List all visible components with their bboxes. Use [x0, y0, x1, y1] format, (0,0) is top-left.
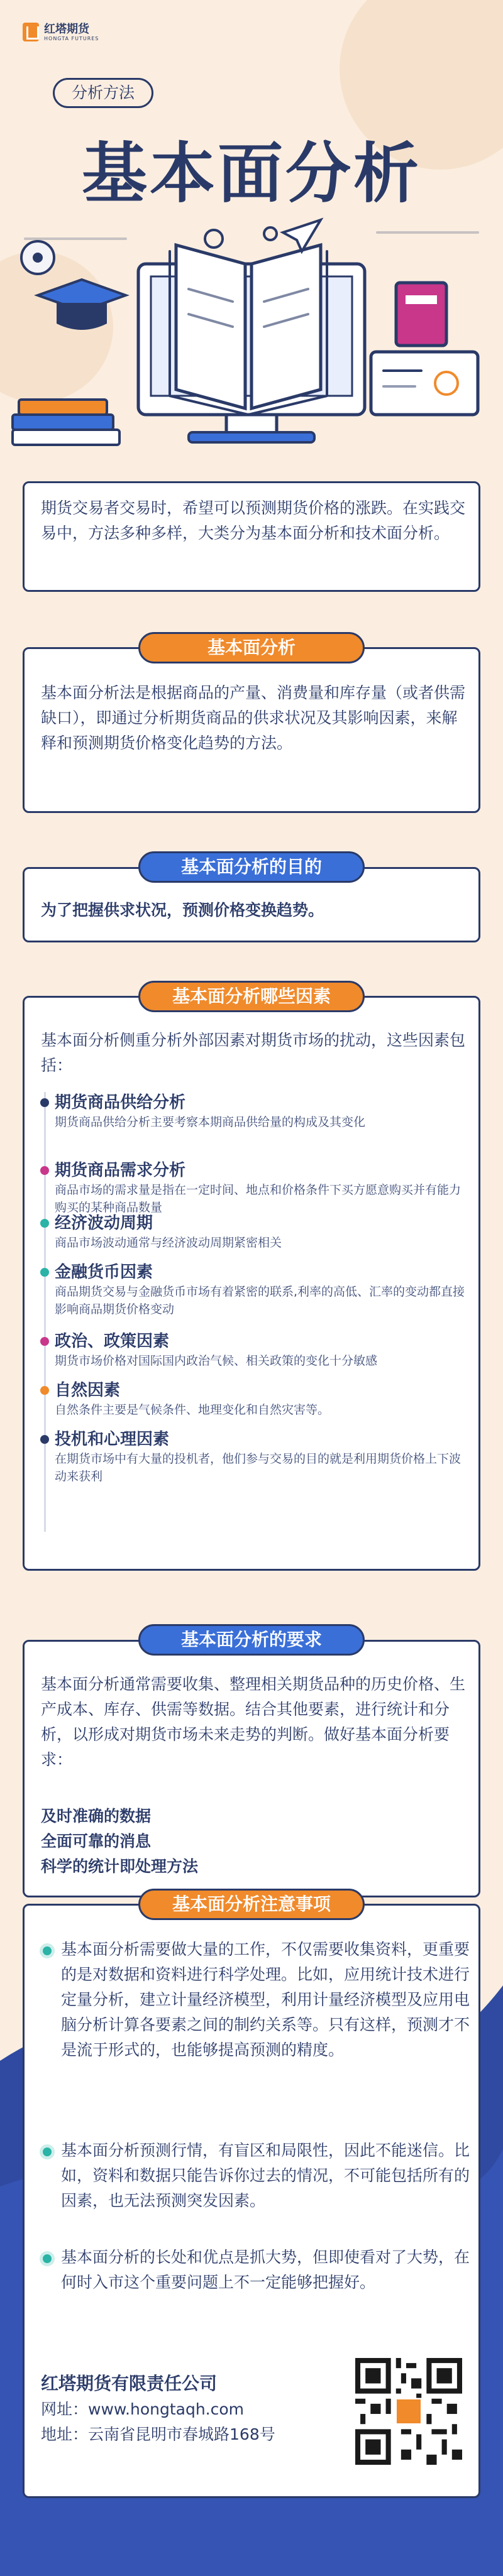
factor-title: 自然因素	[55, 1381, 121, 1400]
company-name: 红塔期货有限责任公司	[41, 2373, 218, 2394]
computer-book-illustration	[0, 207, 503, 471]
definition-text: 基本面分析法是根据商品的产量、消费量和库存量（或者供需缺口），即通过分析期货商品的供求状况及其影响因素，来解释和预测期货价格变化趋势的方法。	[41, 684, 466, 752]
requirement-item: 科学的统计即处理方法	[41, 1857, 199, 1875]
bullet-icon	[40, 1943, 55, 1958]
timeline-dot-icon	[40, 1098, 49, 1107]
timeline-dot-icon	[40, 1219, 49, 1228]
note-point: 基本面分析的长处和优点是抓大势，但即使看对了大势，在何时入市这个重要问题上不一定能够把握好。	[61, 2248, 470, 2291]
bullet-icon	[40, 2144, 55, 2159]
factor-description: 期货商品供给分析主要考察本期商品供给量的构成及其变化	[55, 1115, 366, 1129]
section-label-factors: 基本面分析哪些因素	[138, 981, 365, 1012]
page-title: 基本面分析	[81, 135, 421, 212]
timeline-dot-icon	[40, 1268, 49, 1277]
graduation-cap-icon	[38, 280, 126, 330]
brand-logo	[23, 23, 99, 41]
factor-item	[41, 1429, 468, 1485]
section-label-notes: 基本面分析注意事项	[138, 1889, 365, 1920]
requirements-card	[23, 1640, 480, 1897]
factor-description: 商品市场波动通常与经济波动周期紧密相关	[55, 1236, 282, 1250]
factor-title: 期货商品供给分析	[55, 1093, 186, 1112]
notes-card	[23, 1904, 480, 2498]
factor-title: 投机和心理因素	[55, 1430, 170, 1449]
timeline-dot-icon	[40, 1386, 49, 1395]
factor-item	[41, 1262, 468, 1318]
qr-code-icon	[355, 2358, 462, 2465]
factor-description: 期货市场价格对国际国内政治气候、相关政策的变化十分敏感	[55, 1354, 378, 1368]
gear-icon	[21, 241, 54, 274]
category-tag: 分析方法	[53, 78, 153, 108]
website-link[interactable]: 网址：www.hongtaqh.com	[41, 2400, 245, 2418]
definition-card	[23, 647, 480, 813]
logo-english-name: HONGTA FUTURES	[44, 35, 99, 41]
purpose-text: 为了把握供求状况，预测价格变换趋势。	[41, 901, 324, 919]
factor-item	[41, 1213, 468, 1252]
timeline-dot-icon	[40, 1337, 49, 1346]
requirements-text: 基本面分析通常需要收集、整理相关期货品种的历史价格、生产成本、库存、供需等数据。结合其他要素，进行统计和分析，以形成对期货市场未来走势的判断。做好基本面分析要求：	[41, 1675, 466, 1769]
factor-item	[41, 1380, 468, 1419]
factor-title: 政治、政策因素	[55, 1332, 170, 1351]
intro-text: 期货交易者交易时，希望可以预测期货价格的涨跌。在实践交易中，方法多种多样，大类分为基本面分析和技术面分析。	[41, 499, 466, 542]
section-label-requirements: 基本面分析的要求	[138, 1624, 365, 1656]
factor-item	[41, 1160, 468, 1216]
factors-intro: 基本面分析侧重分析外部因素对期货市场的扰动，这些因素包括：	[41, 1031, 466, 1074]
footer-contact	[41, 2371, 336, 2447]
section-label-definition: 基本面分析	[138, 632, 365, 663]
factor-description: 自然条件主要是气候条件、地理变化和自然灾害等。	[55, 1403, 330, 1417]
bullet-icon	[40, 2251, 55, 2266]
factor-title: 期货商品需求分析	[55, 1161, 186, 1180]
factor-description: 商品市场的需求量是指在一定时间、地点和价格条件下买方愿意购买并有能力购买的某种商品数量	[55, 1183, 462, 1214]
logo-mark-icon	[23, 23, 39, 41]
note-point: 基本面分析需要做大量的工作，不仅需要收集资料，更重要的是对数据和资料进行科学处理。比如，应用统计技术进行定量分析，建立计量经济模型，利用计量经济模型及应用电脑分析计算各要素之间的制约关系等。只有这样，预测才不是流于形式的，也能够提高预测的精度。	[61, 1940, 470, 2059]
requirement-item: 全面可靠的消息	[41, 1832, 152, 1850]
requirement-list	[41, 1804, 466, 1879]
intro-card	[23, 481, 480, 592]
notebook-icon	[396, 283, 446, 346]
logo-name: 红塔期货	[44, 22, 89, 36]
address-text: 地址：云南省昆明市春城路168号	[41, 2425, 275, 2443]
factor-item	[41, 1092, 468, 1131]
factor-description: 在期货市场中有大量的投机者，他们参与交易的目的就是利用期货价格上下波动来获利	[55, 1452, 462, 1483]
note-point: 基本面分析预测行情，有盲区和局限性，因此不能迷信。比如，资料和数据只能告诉你过去的情况，不可能包括所有的因素，也无法预测突发因素。	[61, 2141, 470, 2210]
requirement-item: 及时准确的数据	[41, 1807, 152, 1825]
factors-card	[23, 996, 480, 1571]
section-label-purpose: 基本面分析的目的	[138, 851, 365, 883]
timeline-dot-icon	[40, 1435, 49, 1444]
factor-description: 商品期货交易与金融货币市场有着紧密的联系,利率的高低、汇率的变动都直接影响商品期货价格变动	[55, 1285, 465, 1316]
factor-item	[41, 1331, 468, 1370]
factor-title: 经济波动周期	[55, 1214, 153, 1233]
factor-title: 金融货币因素	[55, 1263, 153, 1282]
timeline-dot-icon	[40, 1166, 49, 1175]
